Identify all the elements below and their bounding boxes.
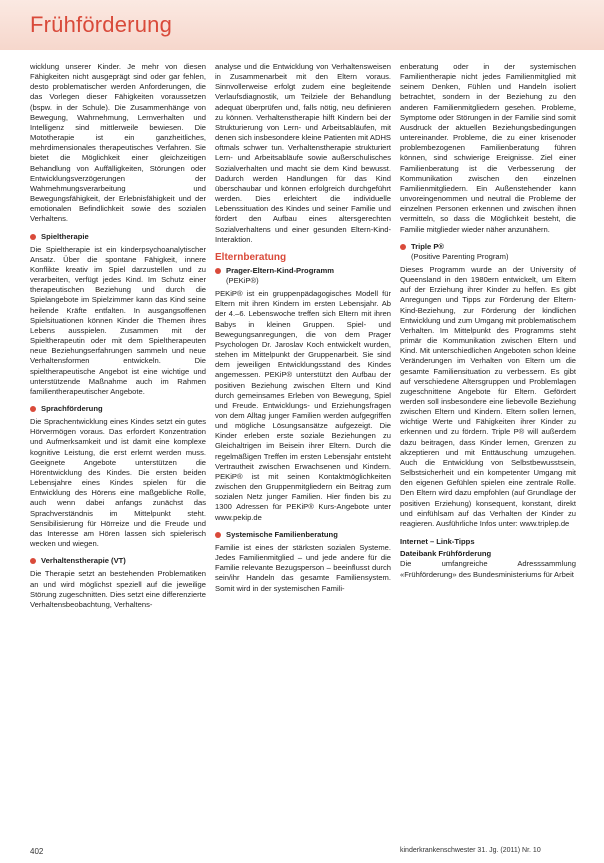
bullet-icon (215, 268, 221, 274)
section-title-internet-link-tipps: Internet – Link-Tipps (400, 537, 475, 547)
heading-label: Spieltherapie (41, 231, 89, 241)
bullet-icon (30, 234, 36, 240)
section-heading-sprachfoerderung (30, 404, 206, 414)
paragraph: PEKiP® ist ein gruppenpädagogisches Modell für Eltern mit ihren Kindern im ersten Lebensjahr. Ab der 4.–6. Lebenswoche treffen sich Eltern mit ihren Babys in kleinen Gruppen. Spiel- und Bewegungsanregungen, die von dem Prager Psychologen Dr. Jaroslav Koch entwickelt wurden, stehen im Mittelpunkt der Gruppenarbeit. Sie sind dem jeweiligen Entwicklungsstand des Kindes angemessen. PEKiP® unterstützt den Aufbau der positiven Beziehung zwischen Eltern und Kind durch gemeinsames Erleben von Bewegung, Spiel und Freude. Entwicklungs- und Erziehungsfragen von dem Alltag junger Familien werden aufgegriffen und mögliche Lösungsansätze aufgezeigt. Die Kinder erleben erste soziale Beziehungen zu Gleichaltrigen im Beisein ihrer Eltern. Durch die regelmäßigen Treffen im ersten Lebensjahr entsteht Vertrautheit zwischen Erwachsenen und Kindern. PEKiP® ist mit seinen Kontaktmöglichkeiten zwischen den Gruppenmitgliedern ein Beitrag zum sozialen Netz junger Familien. Hier finden bis zu 1300 Adressen für PEKiP® Kurs-Angebote unter www.pekip.de (215, 289, 391, 522)
heading-label: Systemische Familienberatung (226, 529, 338, 539)
paragraph: Die Sprachentwicklung eines Kindes setzt ein gutes Hörvermögen voraus. Das erfordert Konzentration und Aufmerksamkeit und ist damit eine komplexe kognitive Leistung, die erst erlernt werden muss. Geeignete Angebote unterstützen die Hörentwicklung des Kindes. Die ersten beiden Lebensjahre eines Kindes spielen für die Entwicklung des Hörens eine maßgebliche Rolle, auch wenn dabei anfangs zunächst das Sprachverständnis im Mittelpunkt steht. Sensibilisierung für Hörreize und die Freude und das Interesse am Hören lassen sich spielerisch wecken und wiegen. (30, 417, 206, 549)
heading-subtitle: (Positive Parenting Program) (411, 251, 509, 261)
section-heading-pekip (215, 266, 391, 276)
page-footer (0, 843, 604, 863)
section-heading-triple-p (400, 242, 576, 252)
link-description: Die umfangreiche Adresssammlung «Frühförderung» des Bundesministeriums für Arbeit (400, 559, 576, 579)
link-title: Dateibank Frühförderung (400, 549, 492, 559)
section-title-elternberatung: Elternberatung (215, 251, 287, 263)
paragraph: analyse und die Entwicklung von Verhaltensweisen in Zusammenarbeit mit den Eltern voraus. Sinnvollerweise erfolgt zudem eine begleitende Verlaufsdiagnostik, um Teilziele der Behandlung adequat überprüfen und, falls nötig, neu definieren zu können. Verhaltenstherapie hilft Kindern bei der Strukturierung von Lern- und Arbeitsabläufen, mit denen sich insbesondere kleine Patienten mit ADHS oftmals schwer tun. Verhaltenstherapie strukturiert Lern- und Arbeitsabläufe sowie außerschulisches Sozialverhalten und macht sie dem Kind bewusst. Dadurch werden Handlungen für das Kind überschaubar und können erfolgreich durchgeführt werden. Dies erleichtert die individuelle Lebenssituation des Kindes und seiner Familie und fördert den Aufbau eines altersgerechten Sozialverhaltens und einer gesunden Eltern-Kind-Interaktion. (215, 62, 391, 244)
heading-subtitle: (PEKiP®) (226, 275, 259, 285)
paragraph: Familie ist eines der stärksten sozialen Systeme. Jedes Familienmitglied – und jede andere für die Familie relevante Bezugsperson – beeinflusst durch sein/ihr Handeln das gesamte Familiensystem. Somit wird in der systemischen Famili- (215, 542, 391, 593)
bullet-icon (400, 244, 406, 250)
footer-source: kinderkrankenschwester 31. Jg. (2011) Nr. 10 (400, 847, 541, 854)
bullet-icon (215, 532, 221, 538)
paragraph: Die Spieltherapie ist ein kinderpsychoanalytischer Ansatz. Über die spontane Fähigkeit, innere Konflikte kreativ im Spiel darzustellen und zu verarbeiten, verfügt jedes Kind. Im Schutz einer therapeutischen Beziehung und durch die Spielangebote im Spielzimmer kann das Kind seine heilende Kräfte entfalten. In ausgangsoffenen Spielsituationen können Kinder die Themen ihres Lebens ausspielen. Zusammen mit der Spieltherapeutin oder mit dem Spieltherapeuten neue Beziehungserfahrungen sammeln und neue Verhaltensformen entwickeln. Die spieltherapeutische Angebot ist eine wichtige und unterstützende Maßnahme auch im Rahmen familientherapeutischer Angebote. (30, 244, 206, 396)
heading-label: Prager-Eltern-Kind-Programm (226, 265, 335, 275)
paragraph: enberatung oder in der systemischen Familientherapie nicht jedes Familienmitglied mit seinem Denken, Fühlen und Handeln isoliert betrachtet, sondern in der Beziehung zu den anderen Familienmitgliedern gesehen. Probleme, Symptome oder Störungen in der Familie sind somit Ausdruck der aktuellen Beziehungsbedingungen untereinander. Probleme, die zu einer krisenoder problembezogenen Familienberatung führen können, sind schwierige Ereignisse. Ziel einer Familienberatung ist die Verbesserung der Kommunikation zwischen den einzelnen Familienmitgliedern. Ein Außenstehender kann unvoreingenommen und neutral die Probleme der einzelnen Personen erkennen und zwischen ihnen vermitteln, so dass die Möglichkeit besteht, die Familie mitglieder wieder näher anzunähern. (400, 62, 576, 234)
paragraph: wicklung unserer Kinder. Je mehr von diesen Fähigkeiten nicht ausgeprägt sind oder gar fehlen, desto problematischer werden Anforderungen, die das Vorlegen dieser Fähigkeiten voraussetzen (bspw. in der Schule). Die Zusammenhänge von Bewegung, Wahrnehmung, Lernverhalten und Intelligenz sind mittlerweile bewiesen. Die Mototherapie ist ein ganzheitliches, mehrdimensionales therapeutisches Verfahren. Sie bietet die Möglichkeit einer gleichzeitigen Behandlung von Auffälligkeiten, Störungen oder Entwicklungsverzögerungen der Wahrnehmungsverarbeitung und Bewegungsfähigkeit, der Erlebnisfähigkeit und der emotionalen Befindlichkeit sowie des sozialen Verhaltens. (30, 62, 206, 224)
heading-label: Sprachförderung (41, 404, 103, 413)
page-number: 402 (30, 847, 44, 856)
paragraph: Die Therapie setzt an bestehenden Problematiken an und wird möglichst speziell auf die jeweilige Störung zugeschnitten. Dies setzt eine differenzierte Verhaltensbeobachtung, Verhaltens- (30, 569, 206, 609)
section-heading-verhaltenstherapie (30, 556, 206, 566)
heading-label: Triple P® (411, 241, 445, 251)
text-column-3 (400, 62, 576, 832)
section-heading-spieltherapie (30, 232, 206, 242)
text-column-2 (215, 62, 391, 832)
paragraph: Dieses Programm wurde an der University of Queensland in den 1980ern entwickelt, um Eltern auf der Erziehung ihrer Kinder zu helfen. Es gibt Anregungen und Tipps zur Förderung der Eltern-Kind-Beziehung, zur Förderung der kindlichen Entwicklung und zum Umgang mit problematischem Verhalten. Im Mittelpunkt des Programms steht primär die Kommunikation zwischen Eltern und Kind. Mit unterschiedlichen Angeboten schon kleine Veränderungen im Verhalten von Eltern um die gesamte Familiensituation zu verbessern. Es gibt auf verschiedene Altersgruppen und Problemlagen zugeschnittene Angebote für Eltern. Gefördert werden soll insbesondere eine liebevolle Beziehung zwischen Eltern und Kindern. Eltern sollen lernen, wichtige Werte und Fähigkeiten ihrer Kinder zu erkennen und zu fördern. Triple P® will außerdem dazu beitragen, dass Kinder lernen, Grenzen zu akzeptieren und mit Enttäuschung umzugehen. Auch die Entwicklung von Selbstbewusstsein, Selbstsicherheit und ein kompetenter Umgang mit den eigenen Gefühlen spielen eine zentrale Rolle. Den Eltern wird dazu empfohlen (auf Grundlage der positiven Erziehung) konsequent, konstant, direkt und einfühlsam auf das Verhalten der Kinder zu reagieren. Ausführliche Infos unter: www.triplep.de (400, 264, 576, 528)
bullet-icon (30, 558, 36, 564)
page-header (0, 0, 604, 50)
bullet-icon (30, 406, 36, 412)
section-heading-systemische-familienberatung (215, 530, 391, 540)
heading-label: Verhaltenstherapie (VT) (41, 556, 126, 566)
page-title: Frühförderung (30, 12, 173, 37)
text-column-1 (30, 62, 206, 832)
